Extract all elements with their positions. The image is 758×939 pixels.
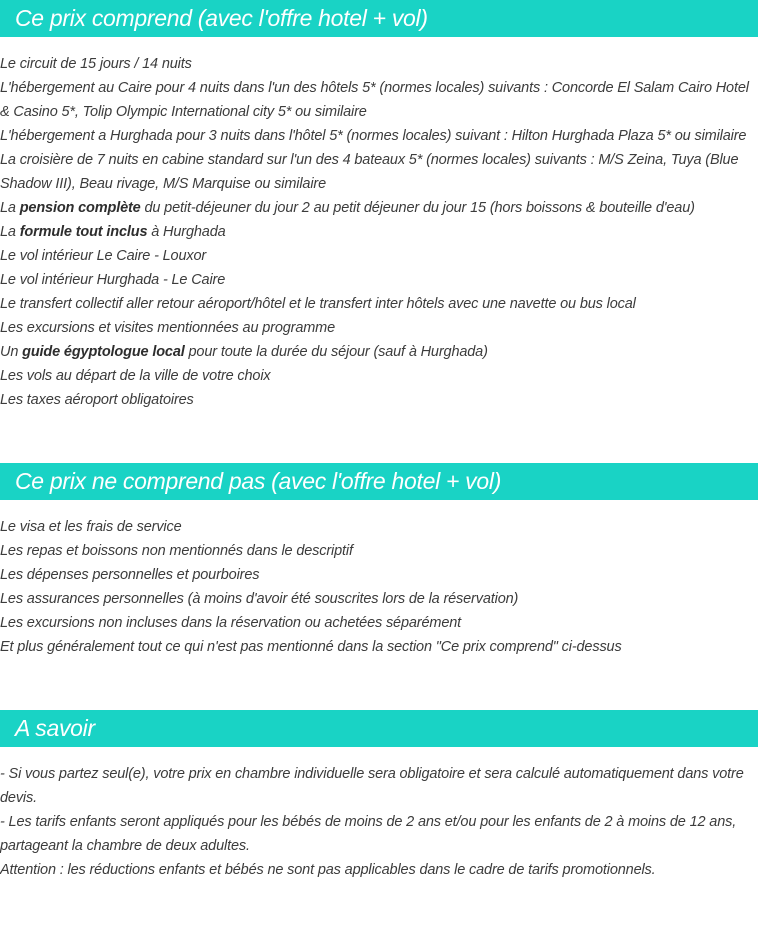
- list-item-text: Attention : les réductions enfants et bébés ne sont pas applicables dans le cadre de tarifs promotionnels.: [0, 862, 656, 878]
- list-item: [0, 810, 756, 858]
- list-item-text: Les assurances personnelles (à moins d'avoir été souscrites lors de la réservation): [0, 591, 519, 607]
- list-item: [0, 148, 756, 196]
- list-item-text: Les dépenses personnelles et pourboires: [0, 567, 260, 583]
- included-section-header: [0, 0, 758, 37]
- list-item-text: Les taxes aéroport obligatoires: [0, 392, 194, 408]
- list-item: [0, 587, 756, 611]
- list-item: [0, 858, 756, 882]
- good-to-know-section-title: A savoir: [15, 715, 95, 741]
- list-item-text-prefix: Un: [0, 344, 23, 360]
- list-item: [0, 292, 756, 316]
- good-to-know-list: [0, 762, 756, 882]
- list-item: [0, 563, 756, 587]
- list-item-text: Les excursions non incluses dans la réservation ou achetées séparément: [0, 615, 462, 631]
- list-item-text-prefix: La: [0, 224, 20, 240]
- list-item-text: L'hébergement au Caire pour 4 nuits dans l'un des hôtels 5* (normes locales) suivants : Concorde El Salam Cairo Hotel & Casino 5*, Tolip Olympic International city 5* ou similaire: [0, 80, 749, 120]
- list-item-text: - Si vous partez seul(e), votre prix en chambre individuelle sera obligatoire et sera calculé automatiquement dans votre devis.: [0, 766, 744, 806]
- list-item-text: Les excursions et visites mentionnées au programme: [0, 320, 336, 336]
- list-item-text-suffix: du petit-déjeuner du jour 2 au petit déjeuner du jour 15 (hors boissons & bouteille d'eau): [140, 200, 695, 216]
- list-item-text-suffix: à Hurghada: [147, 224, 226, 240]
- list-item-text: Le vol intérieur Le Caire - Louxor: [0, 248, 207, 264]
- list-item: [0, 388, 756, 412]
- list-item-text: Les repas et boissons non mentionnés dans le descriptif: [0, 543, 353, 559]
- list-item: [0, 76, 756, 124]
- list-item-highlight: formule tout inclus: [19, 224, 148, 240]
- list-item-text: - Les tarifs enfants seront appliqués pour les bébés de moins de 2 ans et/ou pour les enfants de 2 à moins de 12 ans, partageant la chambre de deux adultes.: [0, 814, 737, 854]
- list-item: [0, 539, 756, 563]
- not-included-list: [0, 515, 756, 659]
- list-item-highlight: pension complète: [19, 200, 141, 216]
- not-included-section-title: Ce prix ne comprend pas (avec l'offre hotel + vol): [15, 468, 502, 494]
- list-item: [0, 244, 756, 268]
- list-item: [0, 220, 756, 244]
- list-item-highlight: guide égyptologue local: [22, 344, 185, 360]
- list-item-text: Le circuit de 15 jours / 14 nuits: [0, 56, 192, 72]
- list-item: [0, 52, 756, 76]
- list-item: [0, 364, 756, 388]
- list-item-text: Le visa et les frais de service: [0, 519, 182, 535]
- list-item-text: Et plus généralement tout ce qui n'est pas mentionné dans la section "Ce prix comprend" ci-dessus: [0, 639, 622, 655]
- list-item: [0, 316, 756, 340]
- not-included-section-header: [0, 463, 758, 500]
- list-item: [0, 124, 756, 148]
- list-item: [0, 515, 756, 539]
- list-item-text-suffix: pour toute la durée du séjour (sauf à Hurghada): [184, 344, 488, 360]
- list-item-text: Les vols au départ de la ville de votre choix: [0, 368, 271, 384]
- included-list: [0, 52, 756, 412]
- list-item-text: La croisière de 7 nuits en cabine standard sur l'un des 4 bateaux 5* (normes locales) suivants : M/S Zeina, Tuya (Blue Shadow III), Beau rivage, M/S Marquise ou similaire: [0, 152, 739, 192]
- list-item: [0, 196, 756, 220]
- list-item-text: Le vol intérieur Hurghada - Le Caire: [0, 272, 226, 288]
- good-to-know-section-header: [0, 710, 758, 747]
- list-item: [0, 762, 756, 810]
- list-item: [0, 611, 756, 635]
- list-item: [0, 340, 756, 364]
- list-item-text: Le transfert collectif aller retour aéroport/hôtel et le transfert inter hôtels avec une navette ou bus local: [0, 296, 636, 312]
- list-item-text: L'hébergement a Hurghada pour 3 nuits dans l'hôtel 5* (normes locales) suivant : Hilton Hurghada Plaza 5* ou similaire: [0, 128, 747, 144]
- included-section-title: Ce prix comprend (avec l'offre hotel + vol): [15, 5, 428, 31]
- list-item: [0, 635, 756, 659]
- list-item-text-prefix: La: [0, 200, 20, 216]
- list-item: [0, 268, 756, 292]
